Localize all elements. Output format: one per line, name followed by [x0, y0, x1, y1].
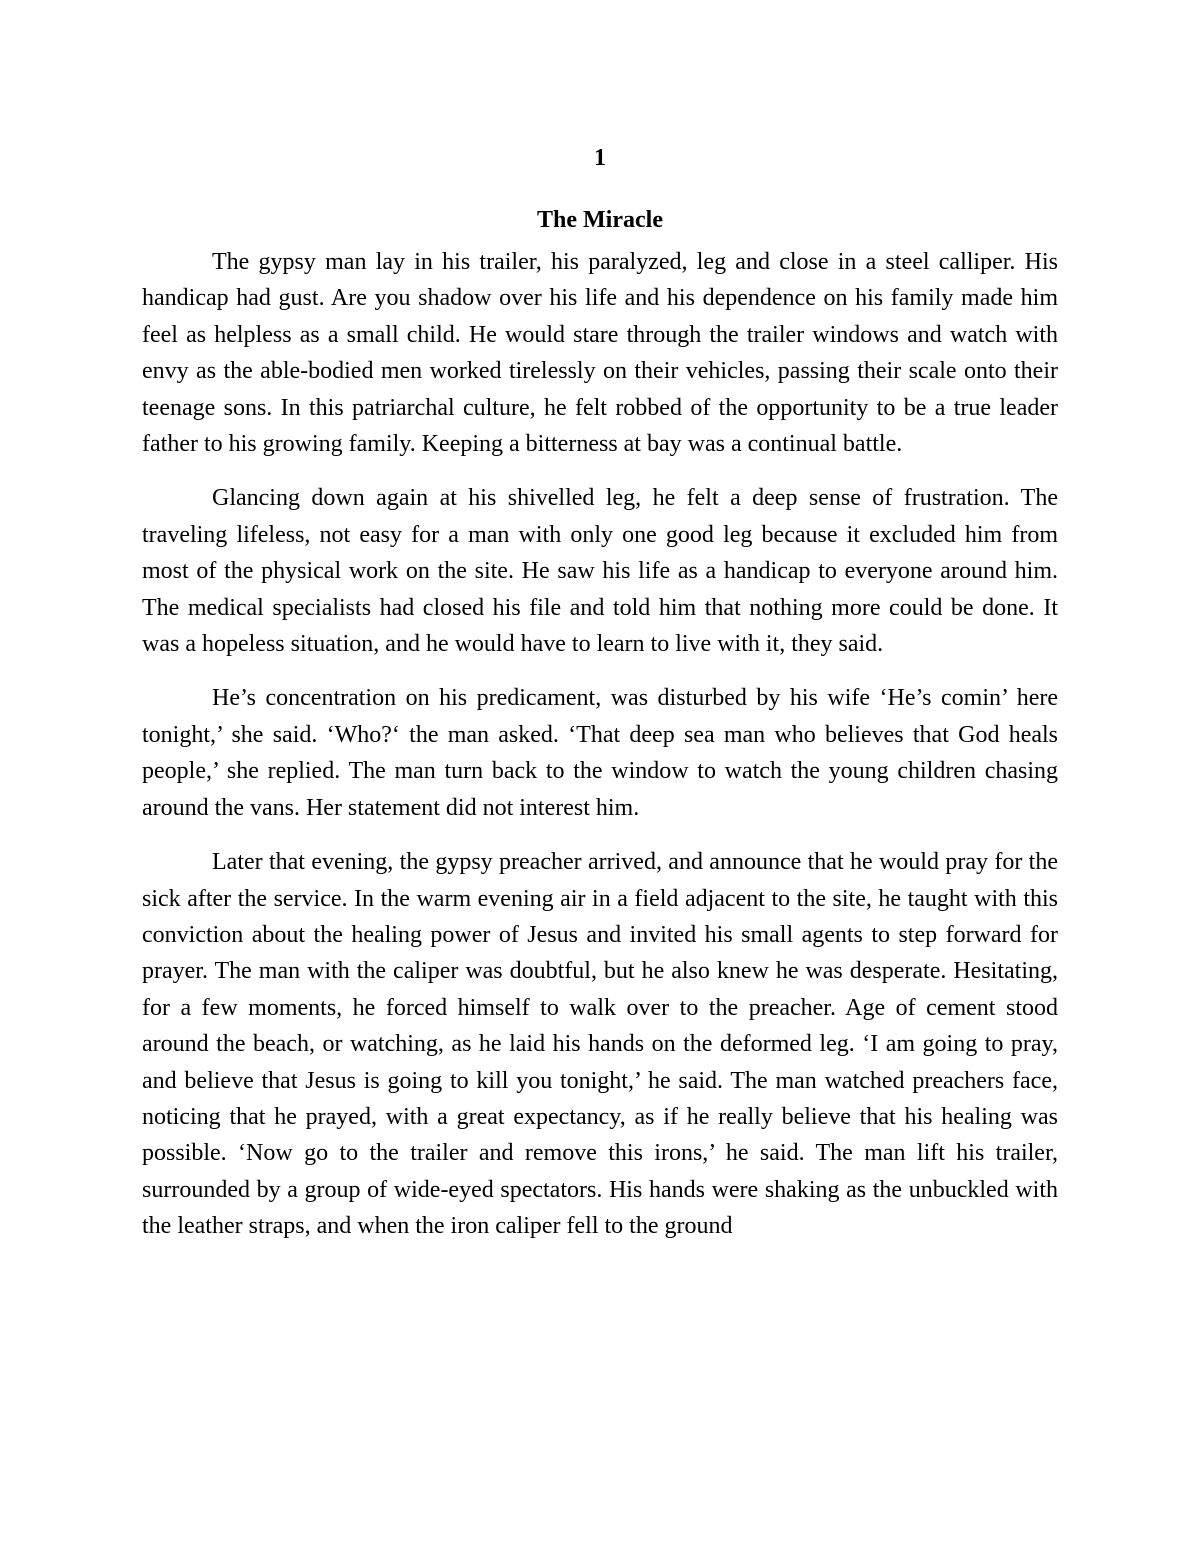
paragraph: Glancing down again at his shivelled leg, he felt a deep sense of frustration. The traveling lifeless, not easy for a man with only one good leg because it excluded him from most of the physical work on the site. He saw his life as a handicap to everyone around him. The medical specialists had closed his file and told him that nothing more could be done. It was a hopeless situation, and he would have to learn to live with it, they said. [142, 485, 1058, 658]
paragraph: The gypsy man lay in his trailer, his paralyzed, leg and close in a steel calliper. His handicap had gust. Are you shadow over his life and his dependence on his family made him feel as helpless as a small child. He would stare through the trailer windows and watch with envy as the able-bodied men worked tirelessly on their vehicles, passing their scale onto their teenage sons. In this patriarchal culture, he felt robbed of the opportunity to be a true leader father to his growing family. Keeping a bitterness at bay was a continual battle. [142, 249, 1058, 458]
chapter-title: The Miracle [537, 207, 663, 233]
paragraph: Later that evening, the gypsy preacher arrived, and announce that he would pray for the sick after the service. In the warm evening air in a field adjacent to the site, he taught with this conviction about the healing power of Jesus and invited his small agents to step forward for prayer. The man with the caliper was doubtful, but he also knew he was desperate. Hesitating, for a few moments, he forced himself to walk over to the preacher. Age of cement stood around the beach, or watching, as he laid his hands on the deformed leg. ‘I am going to pray, and believe that Jesus is going to kill you tonight,’ he said. The man watched preachers face, noticing that he prayed, with a great expectancy, as if he really believe that his healing was possible. ‘Now go to the trailer and remove this irons,’ he said. The man lift his trailer, surrounded by a group of wide-eyed spectators. His hands were shaking as the unbuckled with the leather straps, and when the iron caliper fell to the ground [142, 849, 1058, 1240]
chapter-number: 1 [594, 145, 606, 171]
page-content [142, 140, 1058, 1263]
paragraph: He’s concentration on his predicament, was disturbed by his wife ‘He’s comin’ here tonight,’ she said. ‘Who?‘ the man asked. ‘That deep sea man who believes that God heals people,’ she replied. The man turn back to the window to watch the young children chasing around the vans. Her statement did not interest him. [142, 685, 1058, 821]
